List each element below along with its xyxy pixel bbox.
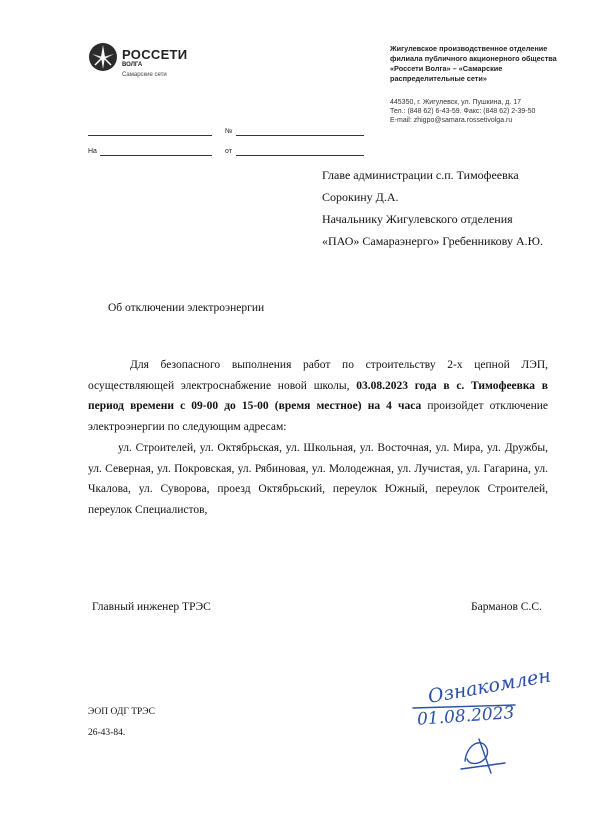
svg-text:Ознакомлен: Ознакомлен <box>426 665 553 708</box>
address-line: Тел.: (848 62) 6-43-59. Факс: (848 62) 2-39-50 <box>390 108 536 115</box>
number-line <box>236 135 364 136</box>
footer-phone: 26-43-84. <box>88 728 126 738</box>
from-line <box>236 155 364 156</box>
handwritten-acknowledgement <box>405 665 565 785</box>
logo-sub: ВОЛГА <box>122 62 143 68</box>
from-label: от <box>225 148 232 155</box>
org-name-block <box>390 44 590 84</box>
body-paragraph-2 <box>88 438 548 520</box>
on-label: На <box>88 148 97 155</box>
address-line: E-mail: zhigpo@samara.rossetivolga.ru <box>390 117 513 124</box>
logo-name: РОССЕТИ <box>122 47 188 62</box>
recipient-line: Главе администрации с.п. Тимофеевка <box>322 168 519 182</box>
body-paragraph-1 <box>88 355 548 437</box>
letter-subject: Об отключении электроэнергии <box>108 302 265 314</box>
address-line: 445350, г. Жигулевск, ул. Пушкина, д. 17 <box>390 99 522 106</box>
org-line: Жигулевское производственное отделение <box>390 44 548 53</box>
svg-text:01.08.2023: 01.08.2023 <box>416 702 515 730</box>
address-list: ул. Строителей, ул. Октябрьская, ул. Школьная, ул. Восточная, ул. Мира, ул. Дружбы, ул. Северная, ул. Покровская, ул. Рябиновая, ул. Молодежная, ул. Лучистая, ул. Гагарина, ул. Чкалова, ул. Суворова, проезд Октябрьский, переулок Южный, переулок Строителей, переулок Специалистов, <box>88 442 548 516</box>
rosseti-logo-icon <box>88 42 118 72</box>
org-line: распределительные сети» <box>390 74 487 83</box>
body-bold-text: 03.08.2023 года в с. Тимофеевка в период времени с 09-00 до 15-00 (время местное) на 4 часа <box>88 379 549 412</box>
body-text: Для безопасного выполнения работ по строительству 2-х цепной ЛЭП, осуществляющей электроснабжение новой школы, <box>88 359 548 392</box>
on-line <box>100 155 212 156</box>
recipient-line: Сорокину Д.А. <box>322 190 399 204</box>
body-text: произойдет отключение электроэнергии по следующим адресам: <box>88 400 549 433</box>
recipient-line: Начальнику Жигулевского отделения <box>322 212 513 226</box>
logo-branch: Самарские сети <box>122 72 167 78</box>
company-logo <box>88 42 198 88</box>
reg-blank-line <box>88 135 212 136</box>
signatory-position: Главный инженер ТРЭС <box>92 601 211 613</box>
recipient-line: «ПАО» Самараэнерго» Гребенникову А.Ю. <box>322 234 543 248</box>
org-line: филиала публичного акционерного общества <box>390 54 557 63</box>
number-label: № <box>225 128 233 135</box>
footer-dept: ЭОП ОДГ ТРЭС <box>88 707 155 717</box>
org-line: «Россети Волга» – «Самарские <box>390 64 503 73</box>
org-address-block <box>390 98 590 125</box>
signatory-name: Барманов С.С. <box>471 601 542 613</box>
